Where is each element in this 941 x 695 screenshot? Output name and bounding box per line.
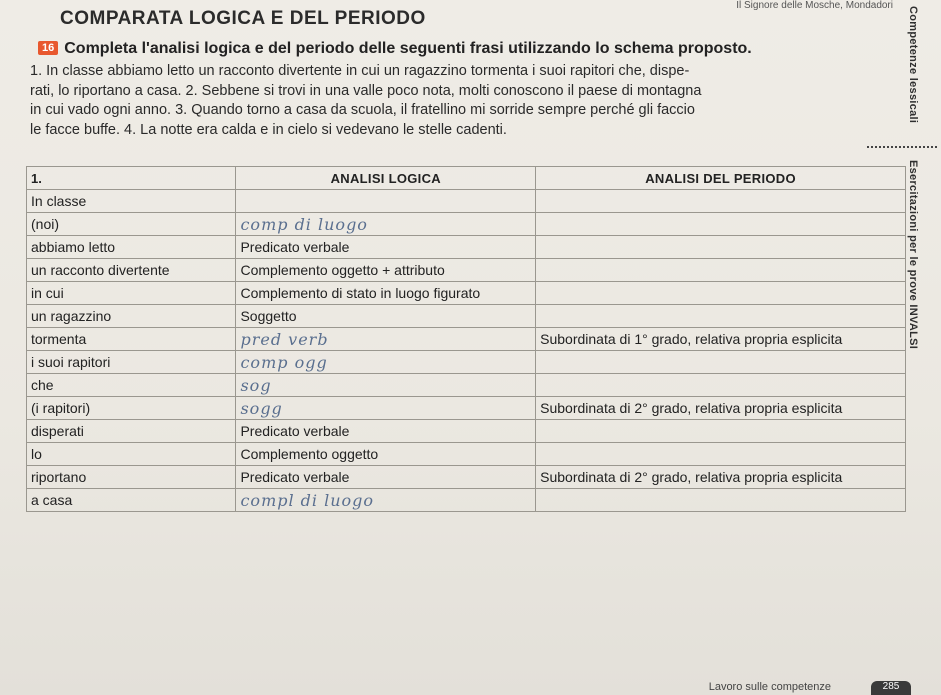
table-row <box>27 282 906 305</box>
logica-cell[interactable] <box>236 190 536 213</box>
word-cell: disperati <box>27 420 236 443</box>
table-row <box>27 328 906 351</box>
table-row <box>27 489 906 512</box>
table-row <box>27 374 906 397</box>
table-header-row <box>27 167 906 190</box>
periodo-cell[interactable]: Subordinata di 2° grado, relativa propria esplicita <box>536 397 906 420</box>
running-head: Il Signore delle Mosche, Mondadori <box>736 0 893 11</box>
logica-cell[interactable]: Predicato verbale <box>236 236 536 259</box>
table-row <box>27 259 906 282</box>
side-tab-top-label: Competenze lessicali <box>907 6 919 124</box>
table-row <box>27 397 906 420</box>
column-number: 1. <box>27 167 236 190</box>
table-row <box>27 466 906 489</box>
exercise-text <box>30 62 850 140</box>
table-row <box>27 213 906 236</box>
handwritten-answer-cell[interactable]: comp di luogo <box>236 213 536 236</box>
periodo-cell[interactable] <box>536 236 906 259</box>
word-cell: (noi) <box>27 213 236 236</box>
word-cell: lo <box>27 443 236 466</box>
exercise-number: 16 <box>38 41 58 55</box>
word-cell: i suoi rapitori <box>27 351 236 374</box>
word-cell: In classe <box>27 190 236 213</box>
word-cell: a casa <box>27 489 236 512</box>
periodo-cell[interactable]: Subordinata di 2° grado, relativa propria esplicita <box>536 466 906 489</box>
footer-text: Lavoro sulle competenze <box>708 681 831 693</box>
intro-line: 1. In classe abbiamo letto un racconto divertente in cui un ragazzino tormenta i suoi rapitori che, dispe- <box>30 63 690 79</box>
periodo-cell[interactable] <box>536 420 906 443</box>
header-analisi-periodo: ANALISI DEL PERIODO <box>536 167 906 190</box>
logica-cell[interactable]: Complemento oggetto <box>236 443 536 466</box>
exercise-heading <box>38 40 752 58</box>
page-number: 285 <box>871 681 911 695</box>
word-cell: abbiamo letto <box>27 236 236 259</box>
word-cell: riportano <box>27 466 236 489</box>
logica-cell[interactable]: Soggetto <box>236 305 536 328</box>
word-cell: un ragazzino <box>27 305 236 328</box>
table-row <box>27 190 906 213</box>
table-row <box>27 236 906 259</box>
periodo-cell[interactable] <box>536 374 906 397</box>
periodo-cell[interactable] <box>536 213 906 236</box>
side-tab-bottom-label: Esercitazioni per le prove INVALSI <box>907 160 919 350</box>
intro-line: in cui vado ogni anno. 3. Quando torno a casa da scuola, il fratellino mi sorride sempre perché gli faccio <box>30 102 695 118</box>
periodo-cell[interactable] <box>536 351 906 374</box>
logica-cell[interactable]: Complemento oggetto + attributo <box>236 259 536 282</box>
header-analisi-logica: ANALISI LOGICA <box>236 167 536 190</box>
table-row <box>27 443 906 466</box>
intro-line: le facce buffe. 4. La notte era calda e in cielo si vedevano le stelle cadenti. <box>30 121 507 138</box>
handwritten-answer-cell[interactable]: compl di luogo <box>236 489 536 512</box>
handwritten-answer-cell[interactable]: sog <box>236 374 536 397</box>
handwritten-answer-cell[interactable]: comp ogg <box>236 351 536 374</box>
periodo-cell[interactable] <box>536 259 906 282</box>
periodo-cell[interactable] <box>536 282 906 305</box>
word-cell: in cui <box>27 282 236 305</box>
periodo-cell[interactable] <box>536 489 906 512</box>
dotted-divider <box>867 146 937 148</box>
table-row <box>27 351 906 374</box>
table-row <box>27 305 906 328</box>
table-row <box>27 420 906 443</box>
handwritten-answer-cell[interactable]: sogg <box>236 397 536 420</box>
exercise-title-bold: Completa l'analisi logica e del periodo <box>64 40 355 57</box>
logica-cell[interactable]: Complemento di stato in luogo figurato <box>236 282 536 305</box>
analysis-table <box>26 166 906 512</box>
logica-cell[interactable]: Predicato verbale <box>236 420 536 443</box>
handwritten-answer-cell[interactable]: pred verb <box>236 328 536 351</box>
section-title: COMPARATA LOGICA E DEL PERIODO <box>60 8 426 29</box>
periodo-cell[interactable] <box>536 443 906 466</box>
exercise-title-rest: delle seguenti frasi utilizzando lo schema proposto. <box>354 40 752 57</box>
word-cell: un racconto divertente <box>27 259 236 282</box>
periodo-cell[interactable] <box>536 190 906 213</box>
intro-line: rati, lo riportano a casa. 2. Sebbene si trovi in una valle poco nota, molti conoscono il paese di montagna <box>30 82 702 99</box>
periodo-cell[interactable]: Subordinata di 1° grado, relativa propria esplicita <box>536 328 906 351</box>
word-cell: (i rapitori) <box>27 397 236 420</box>
word-cell: tormenta <box>27 328 236 351</box>
word-cell: che <box>27 374 236 397</box>
logica-cell[interactable]: Predicato verbale <box>236 466 536 489</box>
periodo-cell[interactable] <box>536 305 906 328</box>
